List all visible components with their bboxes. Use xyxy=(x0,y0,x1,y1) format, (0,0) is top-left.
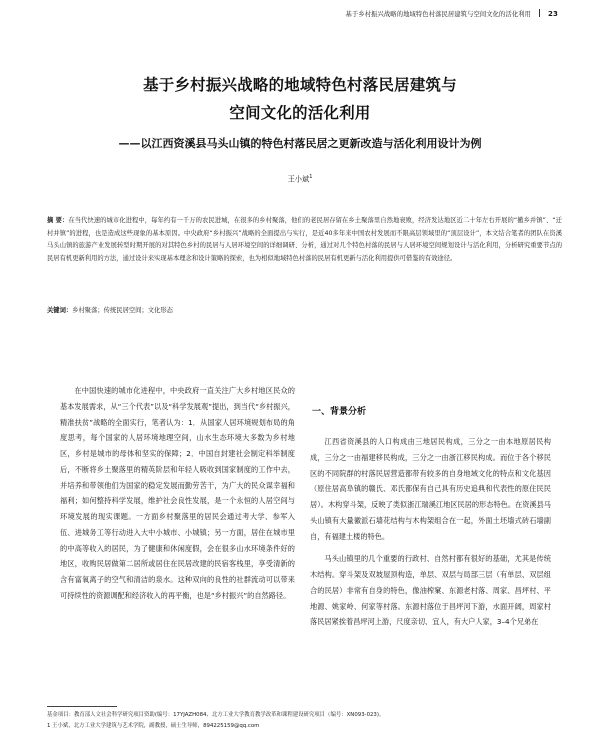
paper-title-line-2: 空间文化的活化利用 xyxy=(229,104,371,122)
author-name: 王小斌 xyxy=(287,174,310,184)
abstract xyxy=(47,215,562,265)
right-column xyxy=(310,434,551,630)
section-heading: 一、背景分析 xyxy=(312,407,367,417)
footnote-author: 1 王小斌，北方工业大学建筑与艺术学院，副教授，硕士生导师，894225159@qq.com xyxy=(47,723,260,729)
footnote-rule xyxy=(47,706,117,707)
footnote-fund: 基金项目：教育部人文社会科学研究项目资助(编号：17YJAZH084、北方工业大学教育教学改革和课程建设研究项目（编号：XN093-023)。 xyxy=(47,712,385,718)
page-number: 23 xyxy=(548,10,558,18)
keywords-label: 关键词： xyxy=(47,307,73,314)
body-paragraph: 在中国快速的城市化进程中，中央政府一直关注广大乡村地区民众的基本发展需求，从“三个代表”以及“科学发展观”提出，到当代“乡村振兴，精准扶贫”战略的全面实行，笔者认为：1．从国家人居环境规划布局的角度思考，每个国家的人居环境地理空间，山水生态环境大多数为乡村地区，乡村是城市的母体和坚实的保障；2．中国自封建社会制定科举制度后，不断将乡土聚落里的精英阶层和年轻人吸收到国家制度的工作中去，并培养和带领他们为国家的稳定发展而勤劳苦干，为广大的民众谋幸福和福利；如何整持科学发展，维护社会良性发展，是一个永恒的人居空间与环境发展的现实课题。一方面乡村聚落里的居民会通过考大学、参军入伍、进城务工等行动进入大中小城市、小城镇；另一方面，居住在城市里的中高等收入的居民，为了健康和休闲度假，会在很多山水环境条件好的地区，收购民居做第二居所或居住在民居改建的民宿客栈里，享受清新的含有富氧离子的空气和清洁的泉水。这种双向的良性的社群流动可以带来可持续性的资源调配和经济收入的再平衡，也是“乡村振兴”的自然路径。 xyxy=(60,386,295,600)
author-line xyxy=(0,174,600,184)
keywords-text: 乡村聚落；传统民居空间；文化形态 xyxy=(72,307,173,314)
body-paragraph: 江西省资溪县的人口构成由三地居民构成，三分之一由本地原居民构成，三分之一由福建移民构成，三分之一由浙江移民构成。而位于各个移民区的不同院群的村落民居营造都带有较多的自身地域文化的特点和文化基因（原住居高阜镇的赣氏、邓氏都保有自己具有历史追典和代表性的原住民民居）。木构穿斗架，反映了类似浙江瑞溪江地区民居的形态特色。在资溪县马头山镇有大量徽派石墙花结构与木构架组合在一起，外面土坯墙式砖石墙副自，有福建土楼的特色。 xyxy=(310,437,551,541)
keywords xyxy=(47,305,173,314)
left-column xyxy=(60,383,295,604)
running-title: 基于乡村振兴战略的地域特色村落民居建筑与空间文化的活化利用 xyxy=(345,11,532,18)
paper-subtitle: ——以江西资溪县马头山镇的特色村落民居之更新改造与活化利用设计为例 xyxy=(118,137,482,150)
running-header xyxy=(346,9,558,18)
body-paragraph: 马头山镇里的几个重要的行政村、自然村都有很好的基础，尤其是传统木结构。穿斗架及双坡屋顶构造，单层、双层与局部三层（有单层、双层组合的民居）非常有自身的特色，像油榨窠、东源老村落、周家、昌坪村、平地源、姚家岭、何家等村落。东源村落位于昌坪河下游，水面开阔，周家村落民居紧挨着昌坪河上游，尺度亲切、宜人，有大户人家，3–4个兄弟在 xyxy=(310,554,551,627)
abstract-text: 在当代快速的城市化进程中，每年约有一千万的农民进城，在很多的乡村聚落，他们的老民居存留在乡土聚落里自然地衰败，经济发达地区近二十年左右开展的“撤乡并镇”、“迁村并镇”的进程，也是造成这些现象的基本原因。中央政府“乡村振兴”战略的全面提出与实行，是近40多年来中国农村发展而不限高层领域里的“顶层设计”，本文结合笔者的团队在资溪马头山镇的旅游产业发展转型时期开展的对其特色乡村的民居与人居环境空间的详细调研、分析，通过对几个特色村落的民居与人居环境空间规划设计与活化利用，分析研究重要节点的民居有机更新利用的方法，通过设计来实现基本理念和设计策略的探索，也为相似地域特色村落的民居有机更新与活化利用提供可借鉴的有效途径。 xyxy=(47,217,562,262)
abstract-label: 摘 要： xyxy=(47,217,69,224)
author-footnote-mark: 1 xyxy=(309,174,313,180)
paper-title-line-1: 基于乡村振兴战略的地域特色村落民居建筑与 xyxy=(143,76,457,94)
header-separator xyxy=(539,9,540,17)
